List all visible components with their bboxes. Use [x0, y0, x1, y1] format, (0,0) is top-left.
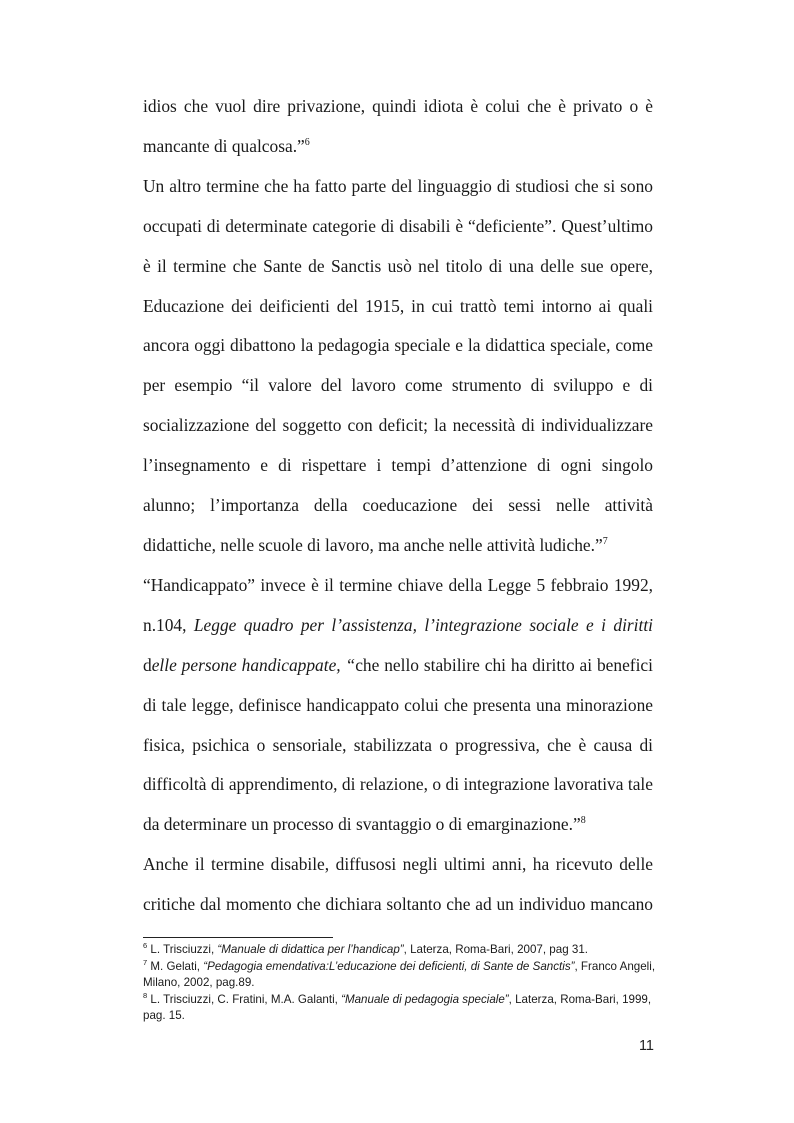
- footnote-publisher: , Laterza, Roma-Bari, 2007, pag 31.: [403, 943, 588, 956]
- footnote-title: “Pedagogia emendativa:L’educazione dei deficienti, di Sante de Sanctis”: [203, 960, 575, 973]
- text-line: l’insegnamento e di rispettare i tempi d’attenzione di ogni singolo: [143, 455, 653, 476]
- footnote-8: [143, 992, 658, 1024]
- text-line: occupati di determinate categorie di disabili è “deficiente”. Quest’ultimo: [143, 215, 653, 236]
- text-line: Educazione dei deificienti del 1915, in cui trattò temi intorno ai quali: [143, 295, 653, 316]
- footnote-number: 7: [143, 958, 148, 967]
- paragraph-2: [143, 167, 653, 566]
- text-span: didattiche, nelle scuole di lavoro, ma anche nelle attività ludiche.”: [143, 534, 603, 555]
- page-number: 11: [638, 1038, 654, 1054]
- text-span: d: [143, 654, 152, 675]
- text-line: [143, 646, 653, 686]
- text-line: ancora oggi dibattono la pedagogia speciale e la didattica speciale, come: [143, 335, 653, 356]
- footnote-title: “Manuale di didattica per l’handicap”: [217, 943, 404, 956]
- text-line: alunno; l’importanza della coeducazione dei sessi nelle attività: [143, 495, 653, 516]
- footnote-6: [143, 942, 658, 958]
- footnote-number: 6: [143, 941, 148, 950]
- footnote-author: M. Gelati,: [147, 960, 204, 973]
- text-span: mancante di qualcosa.”: [143, 135, 305, 156]
- text-line: [143, 127, 653, 167]
- text-span: che nello stabilire chi ha diritto ai benefici: [355, 654, 653, 675]
- law-title-italic: Legge quadro per l’assistenza, l’integrazione sociale e i diritti: [193, 614, 653, 635]
- text-line: [143, 606, 653, 646]
- footnote-publisher: , Laterza, Roma-Bari, 1999, pag. 15.: [143, 993, 652, 1022]
- text-line: difficoltà di apprendimento, di relazione, o di integrazione lavorativa tale: [143, 774, 653, 795]
- text-line: [143, 526, 653, 566]
- text-line: è il termine che Sante de Sanctis usò nel titolo di una delle sue opere,: [143, 255, 653, 276]
- text-line: critiche dal momento che dichiara soltanto che ad un individuo mancano: [143, 894, 653, 915]
- footnote-author: L. Trisciuzzi, C. Fratini, M.A. Galanti,: [147, 993, 342, 1006]
- law-title-italic: elle persone handicappate, “: [151, 654, 356, 675]
- footnote-reference-6: 6: [304, 136, 310, 148]
- text-span: da determinare un processo di svantaggio o di emarginazione.”: [143, 814, 581, 835]
- text-line: fisica, psichica o sensoriale, stabilizzata o progressiva, che è causa di: [143, 734, 653, 755]
- footnote-reference-8: 8: [580, 815, 586, 827]
- text-line: per esempio “il valore del lavoro come strumento di sviluppo e di: [143, 375, 653, 396]
- paragraph-1: [143, 87, 653, 167]
- text-span: n.104,: [143, 614, 194, 635]
- footnotes: [143, 942, 658, 1025]
- text-line: Un altro termine che ha fatto parte del linguaggio di studiosi che si sono: [143, 175, 653, 196]
- paragraph-3: [143, 566, 653, 845]
- footnote-title: “Manuale di pedagogia speciale”: [341, 993, 509, 1006]
- text-line: idios che vuol dire privazione, quindi idiota è colui che è privato o è: [143, 96, 653, 116]
- body-text: [143, 87, 653, 925]
- footnote-number: 8: [143, 991, 148, 1000]
- text-line: Anche il termine disabile, diffusosi negli ultimi anni, ha ricevuto delle: [143, 854, 653, 875]
- text-line: “Handicappato” invece è il termine chiave della Legge 5 febbraio 1992,: [143, 574, 653, 595]
- footnote-author: L. Trisciuzzi,: [147, 943, 218, 956]
- footnote-reference-7: 7: [602, 535, 608, 547]
- footnote-publisher: , Franco Angeli, Milano, 2002, pag.89.: [143, 960, 656, 989]
- paragraph-4: [143, 845, 653, 925]
- text-line: [143, 805, 653, 845]
- footnote-7: [143, 959, 658, 991]
- text-line: socializzazione del soggetto con deficit; la necessità di individualizzare: [143, 415, 653, 436]
- footnote-separator: [143, 937, 333, 938]
- text-line: di tale legge, definisce handicappato colui che presenta una minorazione: [143, 694, 653, 715]
